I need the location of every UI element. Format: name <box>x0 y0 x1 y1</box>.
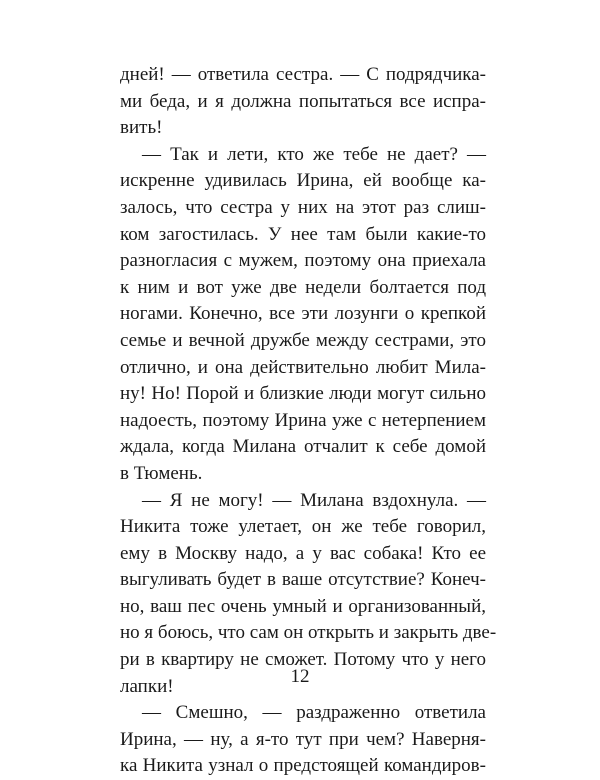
text-line: — Так и лети, кто же тебе не дает? — <box>142 143 486 165</box>
text-line: — Смешно, — раздраженно ответила <box>142 702 486 724</box>
text-line: ногами. Конечно, все эти лозунги о крепкой <box>120 303 486 325</box>
text-line: ну! Но! Порой и близкие люди могут сильно <box>120 383 486 405</box>
text-line: отлично, и она действительно любит Мила- <box>120 356 486 378</box>
text-line: — Я не могу! — Милана вздохнула. — <box>142 489 486 511</box>
text-line: но, ваш пес очень умный и организованный, <box>120 595 486 617</box>
text-line: искренне удивилась Ирина, ей вообще ка- <box>120 170 486 192</box>
text-line: ком загостилась. У нее там были какие-то <box>120 223 486 245</box>
text-line: ми беда, и я должна попытаться все испра- <box>120 90 486 112</box>
text-line: ка Никита узнал о предстоящей командиров- <box>120 755 486 777</box>
text-line: ри в квартиру не сможет. Потому что у него <box>120 649 486 671</box>
text-line: ждала, когда Милана отчалит к себе домой <box>120 436 486 458</box>
text-line: Никита тоже улетает, он же тебе говорил, <box>120 516 486 538</box>
text-line: разногласия с мужем, поэтому она приехала <box>120 250 486 272</box>
text-line: но я боюсь, что сам он открыть и закрыть две- <box>120 622 497 644</box>
text-line: к ним и вот уже две недели болтается под <box>120 276 486 298</box>
text-line: надоесть, поэтому Ирина уже с нетерпением <box>120 409 486 431</box>
text-line: Ирина, — ну, а я-то тут при чем? Наверня- <box>120 728 486 750</box>
text-line: залось, что сестра у них на этот раз слиш- <box>120 196 486 218</box>
text-line: семье и вечной дружбе между сестрами, это <box>120 329 486 351</box>
text-line: лапки! <box>120 675 174 697</box>
text-line: в Тюмень. <box>120 462 203 484</box>
text-line: ему в Москву надо, а у вас собака! Кто ее <box>120 542 486 564</box>
page-number: 12 <box>290 666 310 687</box>
text-line: дней! — ответила сестра. — С подрядчика- <box>120 64 486 85</box>
text-line: выгуливать будет в ваше отсутствие? Конеч- <box>120 569 486 591</box>
text-line: вить! <box>120 117 163 139</box>
